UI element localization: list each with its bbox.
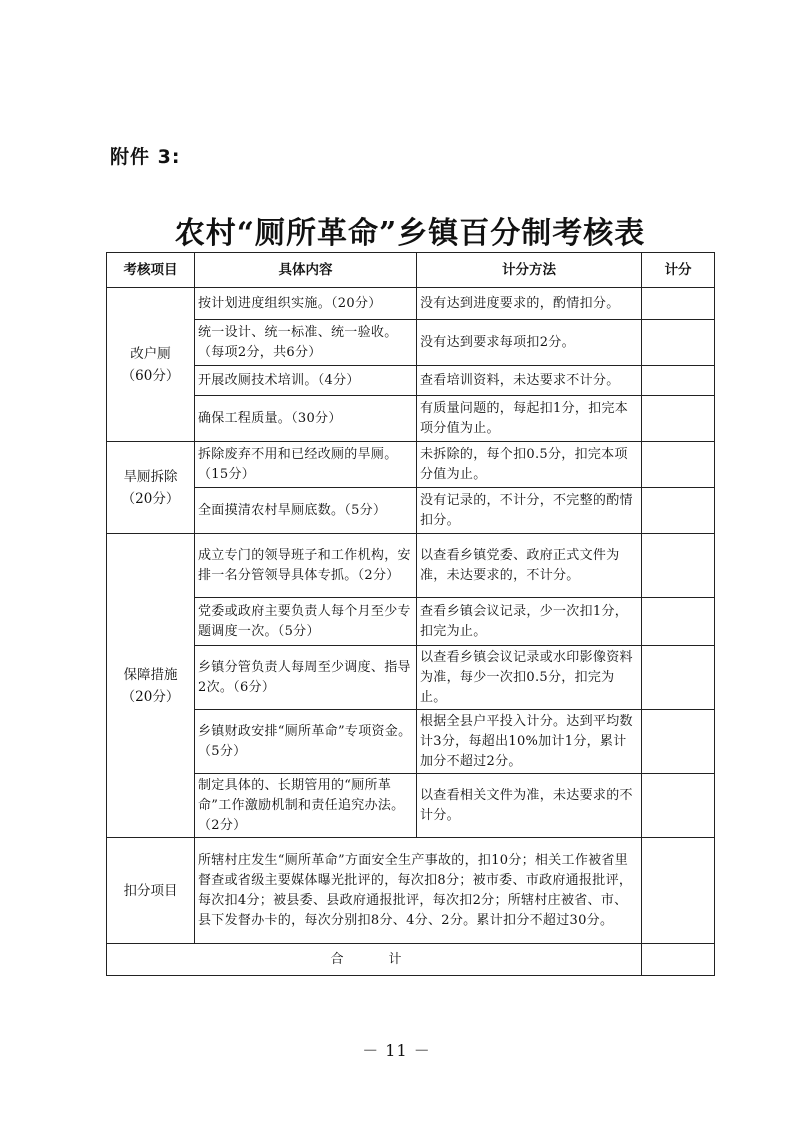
table-row [107, 534, 715, 598]
method-cell: 有质量问题的，每起扣1分，扣完本项分值为止。 [417, 396, 642, 442]
method-cell: 查看培训资料，未达要求不计分。 [417, 366, 642, 396]
table-header-row [107, 253, 715, 288]
table-row [107, 442, 715, 488]
header-score: 计分 [642, 253, 715, 288]
method-cell: 没有达到进度要求的，酌情扣分。 [417, 288, 642, 320]
header-category: 考核项目 [107, 253, 195, 288]
score-cell [642, 774, 715, 838]
score-cell [642, 366, 715, 396]
method-cell: 没有达到要求每项扣2分。 [417, 320, 642, 366]
score-cell [642, 320, 715, 366]
score-cell [642, 838, 715, 944]
category-cell [107, 442, 195, 534]
score-cell [642, 288, 715, 320]
table-row [107, 320, 715, 366]
header-method: 计分方法 [417, 253, 642, 288]
score-cell [642, 646, 715, 710]
content-cell: 制定具体的、长期管用的“厕所革命”工作激励机制和责任追究办法。（2分） [195, 774, 417, 838]
table-row [107, 710, 715, 774]
score-cell [642, 598, 715, 646]
deduction-content: 所辖村庄发生“厕所革命”方面安全生产事故的，扣10分；相关工作被省里督查或省级主要媒体曝光批评的，每次扣8分；被市委、市政府通报批评，每次扣4分；被县委、县政府通报批评，每次扣2分；所辖村庄被省、市、县下发督办卡的，每次分别扣8分、4分、2分。累计扣分不超过30分。 [195, 838, 642, 944]
method-cell: 未拆除的，每个扣0.5分，扣完本项分值为止。 [417, 442, 642, 488]
page-number: － 11 － [362, 1041, 431, 1060]
method-cell: 没有记录的，不计分，不完整的酌情扣分。 [417, 488, 642, 534]
content-cell: 乡镇分管负责人每周至少调度、指导2次。（6分） [195, 646, 417, 710]
attachment-label: 附件 3: [110, 146, 181, 168]
assessment-table [106, 252, 715, 976]
table-row [107, 774, 715, 838]
content-cell: 全面摸清农村旱厕底数。（5分） [195, 488, 417, 534]
method-cell: 根据全县户平投入计分。达到平均数计3分，每超出10%加计1分，累计加分不超过2分。 [417, 710, 642, 774]
score-cell [642, 534, 715, 598]
method-cell: 以查看乡镇党委、政府正式文件为准，未达要求的，不计分。 [417, 534, 642, 598]
method-cell: 查看乡镇会议记录，少一次扣1分，扣完为止。 [417, 598, 642, 646]
method-cell: 以查看乡镇会议记录或水印影像资料为准，每少一次扣0.5分，扣完为止。 [417, 646, 642, 710]
table-row [107, 598, 715, 646]
content-cell: 统一设计、统一标准、统一验收。（每项2分，共6分） [195, 320, 417, 366]
category-name: 保障措施 （20分） [121, 666, 180, 705]
content-cell: 乡镇财政安排“厕所革命”专项资金。（5分） [195, 710, 417, 774]
page-title: 农村“厕所革命”乡镇百分制考核表 [174, 216, 646, 251]
content-cell: 拆除废弃不用和已经改厕的旱厕。（15分） [195, 442, 417, 488]
table-row [107, 288, 715, 320]
content-cell: 党委或政府主要负责人每个月至少专题调度一次。（5分） [195, 598, 417, 646]
table-row [107, 646, 715, 710]
deduction-row [107, 838, 715, 944]
content-cell: 开展改厕技术培训。（4分） [195, 366, 417, 396]
category-cell [107, 288, 195, 442]
method-cell: 以查看相关文件为准，未达要求的不计分。 [417, 774, 642, 838]
total-label: 合 计 [107, 944, 642, 976]
category-name: 改户厕 （60分） [121, 345, 180, 384]
content-cell: 成立专门的领导班子和工作机构，安排一名分管领导具体专抓。（2分） [195, 534, 417, 598]
content-cell: 确保工程质量。（30分） [195, 396, 417, 442]
total-row [107, 944, 715, 976]
score-cell [642, 488, 715, 534]
table-row [107, 396, 715, 442]
category-cell [107, 534, 195, 838]
table-row [107, 366, 715, 396]
total-score [642, 944, 715, 976]
content-cell: 按计划进度组织实施。（20分） [195, 288, 417, 320]
deduction-category: 扣分项目 [107, 838, 195, 944]
score-cell [642, 442, 715, 488]
score-cell [642, 710, 715, 774]
score-cell [642, 396, 715, 442]
header-content: 具体内容 [195, 253, 417, 288]
category-name: 旱厕拆除 （20分） [121, 468, 180, 507]
table-row [107, 488, 715, 534]
